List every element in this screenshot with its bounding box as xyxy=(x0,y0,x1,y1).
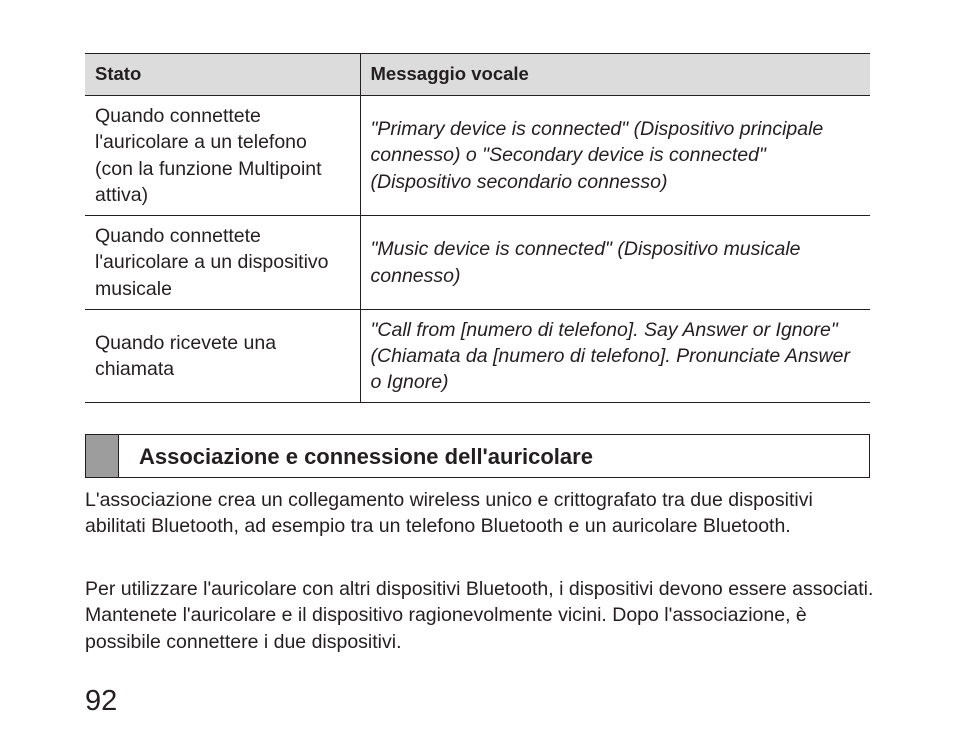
body-paragraph: L'associazione crea un collegamento wireless unico e crittografato tra due dispositivi abilitati Bluetooth, ad esempio tra un telefono Bluetooth e un auricolare Bluetooth. xyxy=(85,489,813,538)
cell-messaggio: "Call from [numero di telefono]. Say Answer or Ignore" (Chiamata da [numero di telefono]. Pronunciate Answer o Ignore) xyxy=(360,310,870,403)
column-header-messaggio: Messaggio vocale xyxy=(360,54,870,96)
column-header-stato: Stato xyxy=(85,54,360,96)
cell-stato: Quando ricevete una chiamata xyxy=(85,310,360,403)
table-row xyxy=(85,310,870,403)
cell-stato: Quando connettete l'auricolare a un telefono (con la funzione Multipoint attiva) xyxy=(85,96,360,216)
section-marker xyxy=(86,435,119,477)
cell-messaggio: "Music device is connected" (Dispositivo musicale connesso) xyxy=(360,216,870,310)
body-paragraph: Per utilizzare l'auricolare con altri dispositivi Bluetooth, i dispositivi devono essere associati. Mantenete l'auricolare e il dispositivo ragionevolmente vicini. Dopo l'associazione, è possibile connettere i due dispositivi. xyxy=(85,578,874,653)
section-heading xyxy=(85,434,870,478)
table-row xyxy=(85,216,870,310)
section-title: Associazione e connessione dell'auricolare xyxy=(139,444,593,469)
table-row xyxy=(85,96,870,216)
cell-messaggio: "Primary device is connected" (Dispositivo principale connesso) o "Secondary device is connected" (Dispositivo secondario connesso) xyxy=(360,96,870,216)
table-header-row xyxy=(85,54,870,96)
page-number: 92 xyxy=(85,685,118,717)
voice-message-table xyxy=(85,53,870,403)
cell-stato: Quando connettete l'auricolare a un dispositivo musicale xyxy=(85,216,360,310)
